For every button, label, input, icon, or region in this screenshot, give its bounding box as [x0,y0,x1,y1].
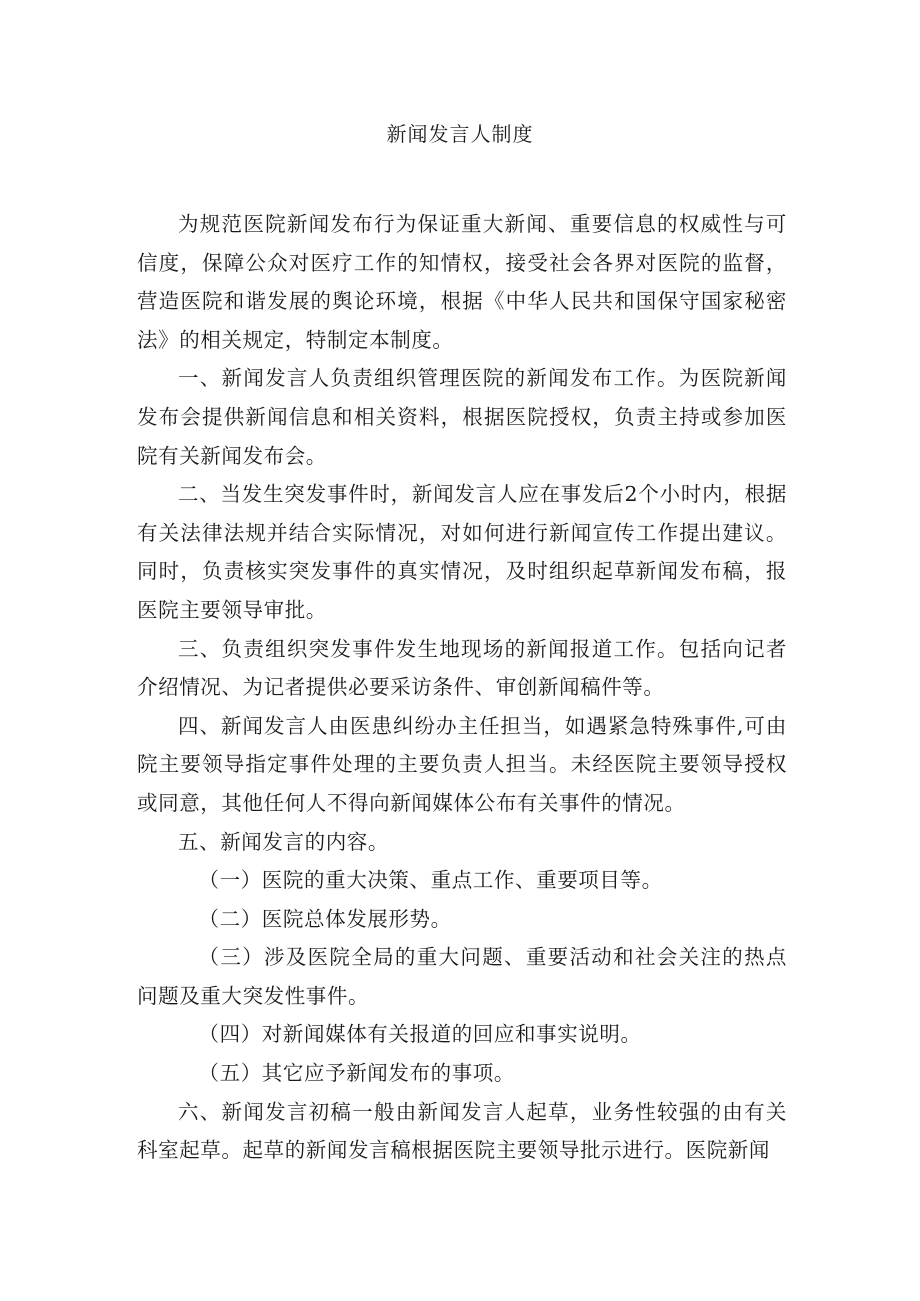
document-body [137,205,787,1170]
paragraph-item-3: （三）涉及医院全局的重大问题、重要活动和社会关注的热点问题及重大突发性事件。 [137,945,787,1008]
paragraph-article-1: 一、新闻发言人负责组织管理医院的新闻发布工作。为医院新闻发布会提供新闻信息和相关资料，根据医院授权，负责主持或参加医院有关新闻发布会。 [137,366,787,468]
paragraph-article-5: 五、新闻发言的内容。 [178,829,389,854]
paragraph-intro: 为规范医院新闻发布行为保证重大新闻、重要信息的权威性与可信度，保障公众对医疗工作的知情权，接受社会各界对医院的监督，营造医院和谐发展的舆论环境，根据《中华人民共和国保守国家秘密法》的相关规定，特制定本制度。 [137,212,787,352]
paragraph-item-4: （四）对新闻媒体有关报道的回应和事实说明。 [198,1022,642,1047]
page-title: 新闻发言人制度 [386,122,534,146]
paragraph-item-2: （二）医院总体发展形势。 [198,906,452,931]
paragraph-article-6: 六、新闻发言初稿一般由新闻发言人起草，业务性较强的由有关科室起草。起草的新闻发言稿根据医院主要领导批示进行。医院新闻 [137,1099,787,1163]
paragraph-article-3: 三、负责组织突发事件发生地现场的新闻报道工作。包括向记者介绍情况、为记者提供必要采访条件、审创新闻稿件等。 [137,636,787,700]
paragraph-item-5: （五）其它应予新闻发布的事项。 [198,1061,515,1086]
paragraph-article-4: 四、新闻发言人由医患纠纷办主任担当，如遇紧急特殊事件,可由院主要领导指定事件处理的主要负责人担当。未经医院主要领导授权或同意，其他任何人不得向新闻媒体公布有关事件的情况。 [137,713,787,815]
paragraph-item-1: （一）医院的重大决策、重点工作、重要项目等。 [198,868,663,893]
paragraph-article-2: 二、当发生突发事件时，新闻发言人应在事发后2个小时内，根据有关法律法规并结合实际情况，对如何进行新闻宣传工作提出建议。同时，负责核实突发事件的真实情况，及时组织起草新闻发布稿，报医院主要领导审批。 [137,482,787,622]
